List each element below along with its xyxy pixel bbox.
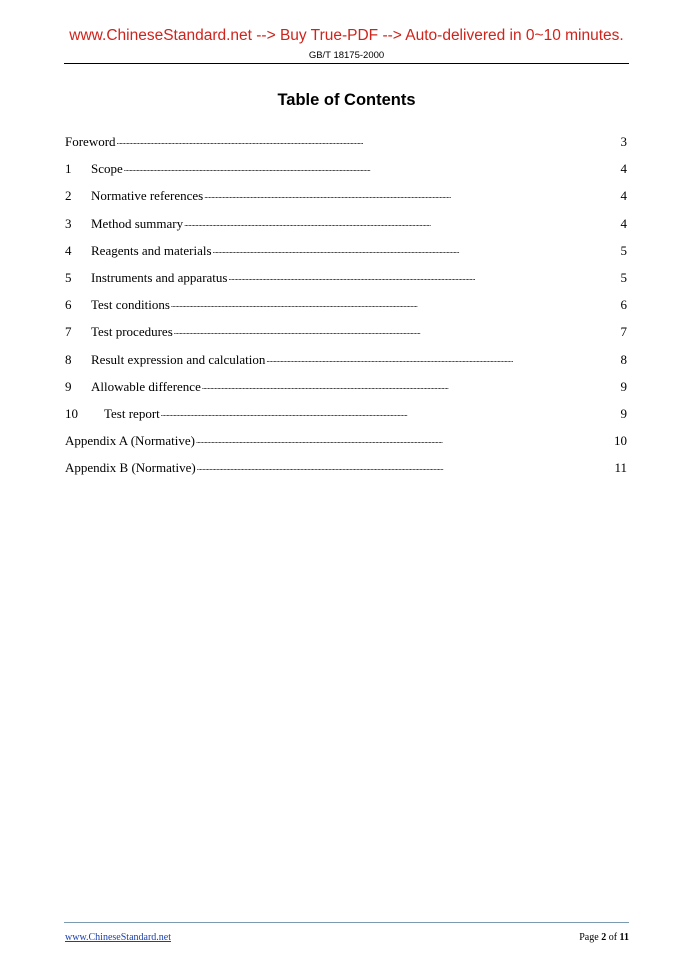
- toc-entry-page: 5: [620, 242, 627, 258]
- toc-entry-number: 10: [65, 405, 78, 421]
- toc-entry-reagents-and-materials[interactable]: [65, 241, 627, 268]
- toc-entry-number: 3: [65, 215, 72, 231]
- toc-entry-page: 3: [620, 134, 627, 149]
- toc-entry-scope[interactable]: [65, 159, 627, 186]
- toc-entry-number: 6: [65, 297, 72, 313]
- toc-dot-leader: [174, 324, 620, 336]
- toc-entry-test-conditions[interactable]: [65, 295, 627, 322]
- toc-entry-number: 8: [65, 351, 72, 367]
- standard-code: GB/T 18175-2000: [308, 50, 385, 61]
- toc-entry-label: Reagents and materials: [91, 242, 212, 258]
- toc-entry-page: 5: [620, 269, 627, 285]
- toc-entry-label: Scope: [91, 161, 123, 177]
- toc-dot-leader: [117, 134, 620, 146]
- toc-entry-test-report[interactable]: [65, 404, 627, 431]
- page-separator: of: [608, 932, 618, 943]
- toc-entry-allowable-difference[interactable]: [65, 377, 627, 404]
- total-pages-number: 11: [619, 932, 629, 943]
- toc-entry-normative-references[interactable]: [65, 186, 627, 213]
- toc-title: Table of Contents: [277, 91, 416, 109]
- toc-entry-label: Foreword: [65, 134, 116, 149]
- toc-entry-label: Allowable difference: [91, 378, 201, 394]
- toc-dot-leader: [171, 297, 620, 309]
- toc-entry-label: Result expression and calculation: [91, 351, 266, 367]
- toc-entry-label: Method summary: [91, 215, 184, 231]
- toc-entry-page: 7: [620, 324, 627, 340]
- toc-entry-result-expression[interactable]: [65, 350, 627, 377]
- toc-entry-label: Test conditions: [91, 297, 170, 313]
- toc-entry-label: Appendix A (Normative): [65, 433, 195, 449]
- toc-entry-page: 4: [620, 161, 627, 177]
- page-prefix: Page: [579, 932, 599, 943]
- toc-dot-leader: [202, 379, 620, 391]
- toc-entry-label: Test report: [104, 405, 160, 421]
- toc-entry-number: 4: [65, 242, 72, 258]
- toc-entry-page: 6: [620, 297, 627, 313]
- toc-dot-leader: [266, 352, 619, 364]
- toc-entry-page: 4: [620, 215, 627, 231]
- toc-entry-instruments-and-apparatus[interactable]: [65, 268, 627, 295]
- page-indicator: [579, 932, 629, 943]
- toc-entry-number: 7: [65, 324, 72, 340]
- footer-site-link[interactable]: www.ChineseStandard.net: [65, 932, 171, 943]
- toc-entry-number: 1: [65, 161, 72, 177]
- footer-divider: [64, 922, 629, 923]
- promo-banner-link[interactable]: www.ChineseStandard.net --> Buy True-PDF --> Auto-delivered in 0~10 minutes.: [69, 27, 624, 44]
- toc-dot-leader: [124, 161, 620, 173]
- toc-entry-page: 9: [620, 405, 627, 421]
- toc-entry-foreword[interactable]: [65, 132, 627, 159]
- toc-dot-leader: [204, 188, 619, 200]
- toc-dot-leader: [184, 216, 619, 228]
- toc-dot-leader: [213, 243, 620, 255]
- toc-entry-page: 10: [614, 433, 627, 449]
- toc-entry-page: 9: [620, 378, 627, 394]
- header-divider: [64, 63, 629, 64]
- toc-entry-page: 11: [614, 460, 627, 476]
- toc-entry-method-summary[interactable]: [65, 214, 627, 241]
- toc-entry-number: 9: [65, 378, 72, 394]
- toc-dot-leader: [228, 270, 619, 282]
- toc-dot-leader: [196, 433, 613, 445]
- toc-entry-number: 2: [65, 188, 72, 204]
- toc-entry-label: Instruments and apparatus: [91, 269, 228, 285]
- toc-dot-leader: [197, 460, 614, 472]
- current-page-number: 2: [601, 932, 607, 943]
- toc-entry-page: 8: [620, 351, 627, 367]
- toc-entry-test-procedures[interactable]: [65, 322, 627, 349]
- toc-dot-leader: [161, 406, 620, 418]
- toc-entry-label: Normative references: [91, 188, 204, 204]
- table-of-contents: [65, 132, 627, 485]
- toc-entry-appendix-a[interactable]: [65, 431, 627, 458]
- toc-entry-label: Appendix B (Normative): [65, 460, 196, 476]
- toc-entry-label: Test procedures: [91, 324, 173, 340]
- toc-entry-number: 5: [65, 269, 72, 285]
- toc-entry-page: 4: [620, 188, 627, 204]
- toc-entry-appendix-b[interactable]: [65, 458, 627, 485]
